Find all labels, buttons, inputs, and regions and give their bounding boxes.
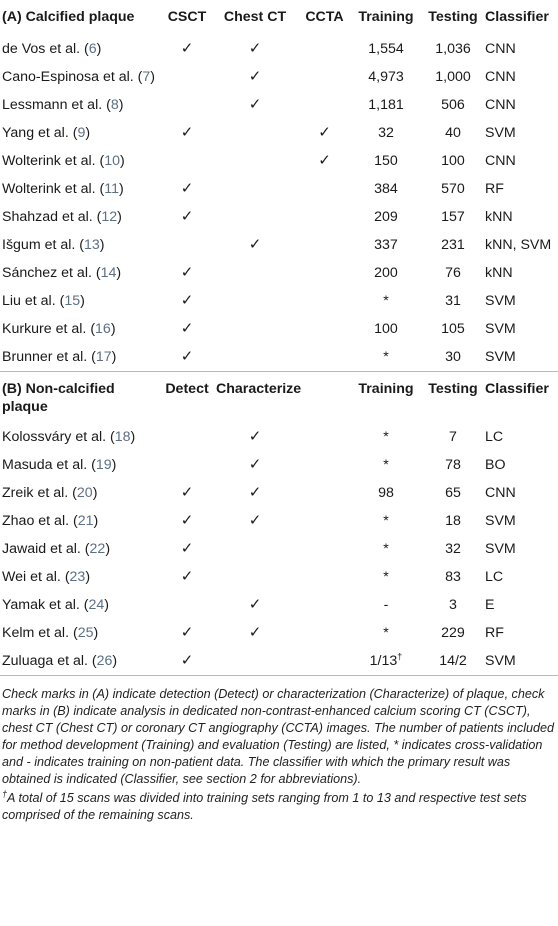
testing-count: 1,036 <box>435 41 471 57</box>
reference-link[interactable]: 25 <box>77 625 94 641</box>
check-detect <box>162 451 212 479</box>
testing-count: 105 <box>441 321 465 337</box>
check-detect: ✓ <box>180 512 194 529</box>
check-csct <box>162 63 212 91</box>
check-csct: ✓ <box>180 124 194 141</box>
check-ccta: ✓ <box>318 152 331 169</box>
author-name: Wolterink et al. ( <box>2 181 105 197</box>
check-ccta <box>298 35 351 63</box>
training-value: * <box>383 541 389 557</box>
reference-link[interactable]: 16 <box>95 321 111 337</box>
check-ccta: ✓ <box>318 124 331 141</box>
section-a-header-row <box>0 0 558 35</box>
classifier: E <box>485 597 495 613</box>
check-detect: ✓ <box>180 540 194 557</box>
reference-link[interactable]: 7 <box>142 69 151 85</box>
check-detect: ✓ <box>180 484 194 501</box>
testing-count: 3 <box>449 597 457 613</box>
testing-count: 1,000 <box>435 69 471 85</box>
training-count <box>351 647 421 676</box>
table-row <box>0 647 558 676</box>
author-cell <box>0 451 162 479</box>
author-name: Yang et al. ( <box>2 125 78 141</box>
author-close-paren: ) <box>112 653 118 669</box>
section-a-title: (A) Calcified plaque <box>2 9 135 25</box>
author-name: Kolossváry et al. ( <box>2 429 115 445</box>
testing-count: 31 <box>445 293 461 309</box>
reference-link[interactable]: 9 <box>77 125 86 141</box>
training-count: * <box>351 343 421 372</box>
check-ccta <box>298 343 351 372</box>
training-count <box>351 535 421 563</box>
author-close-paren: ) <box>118 181 124 197</box>
author-name: Shahzad et al. ( <box>2 209 102 225</box>
author-name: Brunner et al. ( <box>2 349 96 365</box>
classifier: CNN <box>485 97 516 113</box>
reference-link[interactable]: 19 <box>95 457 112 473</box>
check-csct: ✓ <box>180 292 194 309</box>
reference-link[interactable]: 13 <box>84 237 100 253</box>
check-chest-ct <box>212 259 298 287</box>
classifier: RF <box>485 625 504 641</box>
dagger-text: A total of 15 scans was divided into training sets ranging from 1 to 13 and respective test sets comprised of the remaining scans. <box>2 791 527 822</box>
author-close-paren: ) <box>85 125 91 141</box>
reference-link[interactable]: 11 <box>104 181 119 197</box>
author-close-paren: ) <box>130 429 136 445</box>
col-characterize: Characterize <box>212 372 351 424</box>
section-b-title: (B) Non-calcified plaque <box>0 372 162 424</box>
reference-link[interactable]: 12 <box>101 209 118 225</box>
check-chest-ct: ✓ <box>248 96 262 113</box>
section-a-body <box>0 35 558 372</box>
training-count <box>351 619 421 647</box>
author-cell <box>0 63 162 91</box>
reference-link[interactable]: 26 <box>96 653 113 669</box>
check-csct: ✓ <box>180 264 194 281</box>
col-testing: Testing <box>428 9 478 25</box>
check-chest-ct <box>212 315 298 343</box>
classifier: SVM <box>485 293 516 309</box>
author-name: Jawaid et al. ( <box>2 541 90 557</box>
testing-count: 14/2 <box>421 647 485 676</box>
table-row <box>0 175 558 203</box>
author-cell <box>0 231 162 259</box>
empty-cell <box>298 479 351 507</box>
author-cell <box>0 343 162 372</box>
testing-count: 231 <box>441 237 465 253</box>
check-csct: ✓ <box>162 343 212 372</box>
training-count: 100 <box>374 321 398 337</box>
training-count: 337 <box>374 237 398 253</box>
reference-link[interactable]: 6 <box>88 41 97 57</box>
author-cell <box>0 507 162 535</box>
author-name: Zuluaga et al. ( <box>2 653 97 669</box>
empty-cell <box>298 563 351 591</box>
classifier: CNN <box>485 69 516 85</box>
testing-count: 32 <box>445 541 461 557</box>
empty-cell <box>298 507 351 535</box>
classifier: RF <box>485 181 504 197</box>
check-csct <box>162 231 212 259</box>
check-ccta <box>298 231 351 259</box>
author-close-paren: ) <box>85 569 91 585</box>
testing-count: 30 <box>421 343 485 372</box>
check-characterize: ✓ <box>248 596 262 613</box>
testing-count: 7 <box>449 429 457 445</box>
classifier: SVM <box>485 343 558 372</box>
author-cell <box>0 563 162 591</box>
check-detect <box>162 591 212 619</box>
testing-count: 76 <box>445 265 461 281</box>
author-name: de Vos et al. ( <box>2 41 89 57</box>
training-count <box>351 479 421 507</box>
training-count: 1,554 <box>368 41 404 57</box>
table-row <box>0 535 558 563</box>
testing-count: 40 <box>445 125 461 141</box>
table-row <box>0 479 558 507</box>
col-detect: Detect <box>162 372 212 424</box>
author-close-paren: ) <box>110 321 116 337</box>
author-name: Kurkure et al. ( <box>2 321 96 337</box>
table-row <box>0 619 558 647</box>
table-row <box>0 259 558 287</box>
author-cell <box>0 35 162 63</box>
check-chest-ct <box>212 119 298 147</box>
classifier: LC <box>485 569 504 585</box>
reference-link[interactable]: 8 <box>110 97 119 113</box>
table-row <box>0 343 558 372</box>
empty-cell <box>298 591 351 619</box>
training-value: 1/13 <box>369 653 398 669</box>
classifier: CNN <box>485 485 516 501</box>
testing-count: 78 <box>445 457 461 473</box>
check-chest-ct <box>212 343 298 372</box>
table-row <box>0 451 558 479</box>
reference-link[interactable]: 18 <box>114 429 131 445</box>
table-row <box>0 35 558 63</box>
check-ccta <box>298 287 351 315</box>
check-csct <box>162 147 212 175</box>
check-csct <box>162 91 212 119</box>
training-count: 4,973 <box>368 69 404 85</box>
check-chest-ct <box>212 147 298 175</box>
col-testing-b: Testing <box>421 372 485 424</box>
author-name: Kelm et al. ( <box>2 625 78 641</box>
table-row <box>0 231 558 259</box>
author-close-paren: ) <box>93 513 99 529</box>
author-name: Yamak et al. ( <box>2 597 89 613</box>
table-row <box>0 563 558 591</box>
col-chest-ct: Chest CT <box>223 9 287 25</box>
check-ccta <box>298 203 351 231</box>
table-row <box>0 119 558 147</box>
author-cell <box>0 591 162 619</box>
classifier: SVM <box>485 541 516 557</box>
author-name: Wei et al. ( <box>2 569 70 585</box>
col-ccta: CCTA <box>305 9 344 25</box>
check-characterize: ✓ <box>248 512 262 529</box>
author-name: Masuda et al. ( <box>2 457 96 473</box>
author-name: Zhao et al. ( <box>2 513 78 529</box>
classifier: kNN, SVM <box>485 237 552 253</box>
table-row <box>0 507 558 535</box>
reference-link[interactable]: 15 <box>64 293 81 309</box>
check-chest-ct: ✓ <box>248 68 262 85</box>
classifier: BO <box>485 457 506 473</box>
reference-link[interactable]: 24 <box>88 597 105 613</box>
check-characterize <box>212 535 298 563</box>
author-cell <box>0 175 162 203</box>
author-close-paren: ) <box>116 265 122 281</box>
check-ccta <box>298 315 351 343</box>
check-characterize <box>212 563 298 591</box>
training-value: * <box>383 625 389 641</box>
reference-link[interactable]: 14 <box>100 265 117 281</box>
author-cell <box>0 479 162 507</box>
author-close-paren: ) <box>92 485 98 501</box>
author-close-paren: ) <box>96 41 102 57</box>
classifier: CNN <box>485 41 516 57</box>
notes-main: Check marks in (A) indicate detection (Detect) or characterization (Characterize) of plaque, check marks in (B) indicate analysis in dedicated non-contrast-enhanced calcium scoring CT (CSCT), chest CT (Chest CT) or coronary CT angiography (CCTA) images. The number of patients included for method development (Training) and evaluation (Testing) are listed, * indicates cross-validation and - indicates training on non-patient data. The classifier with which the primary result was obtained is indicated (Classifier, see section 2 for abbreviations). <box>2 687 555 786</box>
training-count: 1,181 <box>368 97 404 113</box>
classifier: SVM <box>485 647 558 676</box>
author-name: Išgum et al. ( <box>2 237 85 253</box>
table-row <box>0 91 558 119</box>
dagger-footnote-mark: † <box>397 651 403 662</box>
training-count <box>351 423 421 451</box>
training-count: 150 <box>374 153 398 169</box>
section-b-body <box>0 423 558 676</box>
check-characterize: ✓ <box>248 624 262 641</box>
classifier: SVM <box>485 513 516 529</box>
testing-count: 157 <box>441 209 465 225</box>
check-detect: ✓ <box>162 647 212 676</box>
author-close-paren: ) <box>93 625 99 641</box>
author-close-paren: ) <box>99 237 105 253</box>
author-close-paren: ) <box>105 541 111 557</box>
testing-count: 18 <box>445 513 461 529</box>
training-count: 384 <box>374 181 398 197</box>
table-row <box>0 423 558 451</box>
training-value: 98 <box>378 485 394 501</box>
table-row <box>0 63 558 91</box>
table-row <box>0 147 558 175</box>
author-close-paren: ) <box>117 209 122 225</box>
training-value: * <box>383 429 389 445</box>
testing-count: 229 <box>441 625 465 641</box>
author-cell <box>0 119 162 147</box>
check-characterize: ✓ <box>248 484 262 501</box>
testing-count: 65 <box>445 485 461 501</box>
author-close-paren: ) <box>118 97 124 113</box>
check-characterize: ✓ <box>248 428 262 445</box>
notes-dagger <box>2 790 556 824</box>
check-chest-ct <box>212 203 298 231</box>
testing-count: 83 <box>445 569 461 585</box>
author-close-paren: ) <box>111 349 117 365</box>
author-name: Wolterink et al. ( <box>2 153 105 169</box>
training-count <box>351 591 421 619</box>
author-cell <box>0 619 162 647</box>
author-cell <box>0 315 162 343</box>
training-count: * <box>383 293 389 309</box>
training-value: - <box>383 597 389 613</box>
empty-cell <box>298 535 351 563</box>
classifier: SVM <box>485 321 516 337</box>
author-name: Zreik et al. ( <box>2 485 77 501</box>
author-cell <box>0 287 162 315</box>
author-cell <box>0 91 162 119</box>
check-chest-ct <box>212 175 298 203</box>
author-cell <box>0 535 162 563</box>
testing-count: 570 <box>441 181 465 197</box>
author-name: Cano-Espinosa et al. ( <box>2 69 143 85</box>
empty-cell <box>298 451 351 479</box>
empty-cell <box>298 647 351 676</box>
col-classifier-b: Classifier <box>485 372 558 424</box>
classifier: CNN <box>485 153 516 169</box>
testing-count: 100 <box>441 153 465 169</box>
check-characterize <box>212 647 298 676</box>
author-close-paren: ) <box>80 293 85 309</box>
reference-link[interactable]: 22 <box>89 541 106 557</box>
check-chest-ct: ✓ <box>248 40 262 57</box>
check-detect: ✓ <box>180 624 194 641</box>
col-classifier: Classifier <box>485 9 549 25</box>
training-count <box>351 451 421 479</box>
check-detect <box>162 423 212 451</box>
classifier: kNN <box>485 265 513 281</box>
dagger-mark: † <box>2 788 8 799</box>
author-cell <box>0 259 162 287</box>
author-name: Liu et al. ( <box>2 293 65 309</box>
check-ccta <box>298 175 351 203</box>
check-ccta <box>298 63 351 91</box>
check-chest-ct: ✓ <box>248 236 262 253</box>
check-csct: ✓ <box>180 208 194 225</box>
section-b-header-row <box>0 372 558 424</box>
table-notes <box>0 676 558 824</box>
empty-cell <box>298 423 351 451</box>
check-csct: ✓ <box>180 320 194 337</box>
testing-count: 506 <box>441 97 465 113</box>
table-row <box>0 287 558 315</box>
training-count <box>351 563 421 591</box>
table-row <box>0 591 558 619</box>
table-row <box>0 203 558 231</box>
check-characterize: ✓ <box>248 456 262 473</box>
col-training: Training <box>358 9 414 25</box>
author-cell <box>0 423 162 451</box>
author-close-paren: ) <box>150 69 155 85</box>
training-count <box>351 507 421 535</box>
author-name: Sánchez et al. ( <box>2 265 101 281</box>
author-cell <box>0 147 162 175</box>
classifier: kNN <box>485 209 513 225</box>
check-csct: ✓ <box>180 180 194 197</box>
training-value: * <box>383 569 389 585</box>
check-chest-ct <box>212 287 298 315</box>
training-count: 32 <box>378 125 394 141</box>
reference-link[interactable]: 10 <box>104 153 121 169</box>
reference-link[interactable]: 21 <box>77 513 94 529</box>
empty-cell <box>298 619 351 647</box>
training-count: 200 <box>374 265 398 281</box>
author-close-paren: ) <box>104 597 109 613</box>
training-value: * <box>383 457 389 473</box>
col-training-b: Training <box>351 372 421 424</box>
check-ccta <box>298 259 351 287</box>
reference-link[interactable]: 20 <box>76 485 93 501</box>
reference-link[interactable]: 23 <box>69 569 86 585</box>
table-row <box>0 315 558 343</box>
author-name: Lessmann et al. ( <box>2 97 111 113</box>
training-value: * <box>383 513 389 529</box>
check-detect: ✓ <box>180 568 194 585</box>
col-csct: CSCT <box>167 9 207 25</box>
classifier: LC <box>485 429 504 445</box>
training-count: 209 <box>374 209 398 225</box>
author-close-paren: ) <box>120 153 125 169</box>
reference-link[interactable]: 17 <box>95 349 112 365</box>
author-cell <box>0 647 162 676</box>
check-csct: ✓ <box>180 40 194 57</box>
check-ccta <box>298 91 351 119</box>
author-close-paren: ) <box>111 457 117 473</box>
author-cell <box>0 203 162 231</box>
classifier: SVM <box>485 125 516 141</box>
